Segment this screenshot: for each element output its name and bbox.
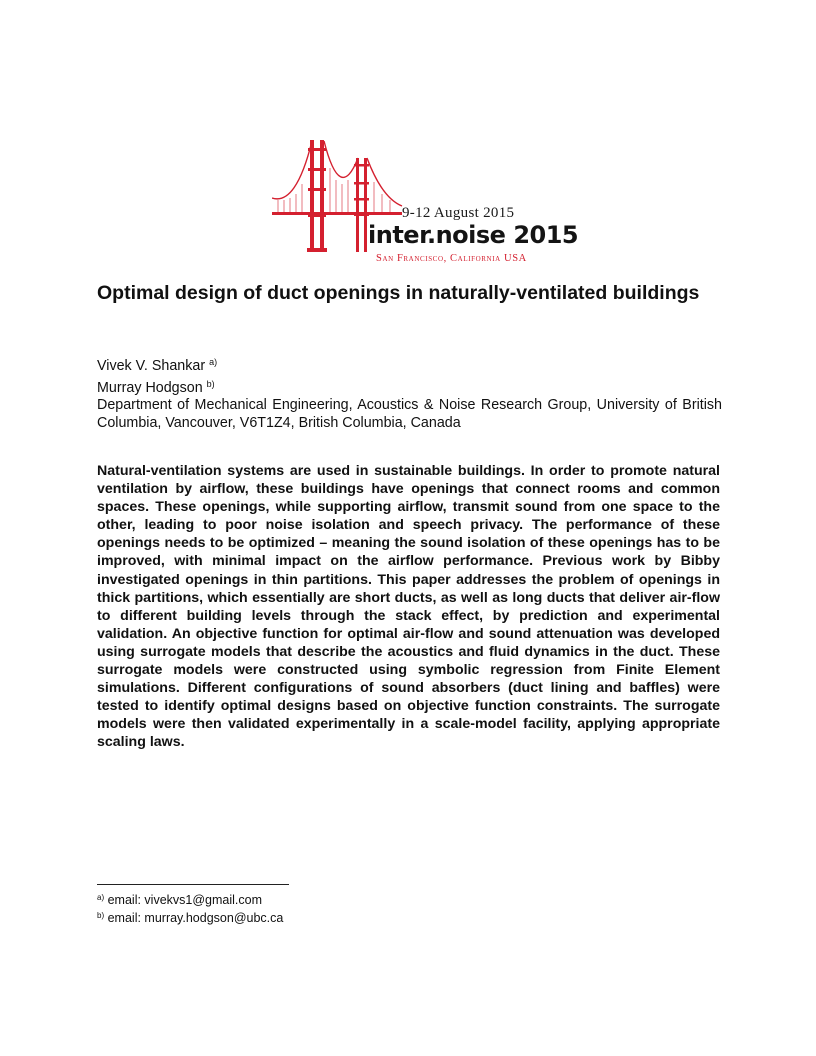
author-block: [97, 354, 722, 432]
author-name: Vivek V. Shankar: [97, 358, 206, 374]
author-mark: a): [209, 357, 218, 367]
conference-logo: [272, 128, 579, 268]
footnote-text: email: murray.hodgson@ubc.ca: [104, 911, 284, 925]
paper-title: Optimal design of duct openings in naturally-ventilated buildings: [97, 282, 700, 304]
footnote: [97, 908, 283, 926]
footnote-mark: b): [97, 911, 105, 920]
author-line: [97, 376, 722, 398]
author-mark: b): [206, 378, 215, 389]
footnote-rule: [97, 884, 289, 885]
logo-date: 9-12 August 2015: [402, 205, 515, 221]
footnote-text: email: vivekvs1@gmail.com: [104, 893, 262, 907]
affiliation: Department of Mechanical Engineering, Acoustics & Noise Research Group, University of British Columbia, Vancouver, V6T1Z4, British Columbia, Canada: [97, 397, 722, 431]
footnotes: [97, 890, 283, 926]
logo-name: inter.noise 2015: [368, 221, 579, 249]
logo-place: San Francisco, California USA: [376, 253, 527, 264]
footnote: [97, 890, 283, 908]
footnote-mark: a): [97, 893, 105, 902]
author-line: [97, 354, 722, 376]
abstract: Natural-ventilation systems are used in sustainable buildings. In order to promote natural ventilation by airflow, these buildings have openings that connect rooms and common spaces. These openings, while supporting airflow, transmit sound from one space to the other, leading to poor noise isolation and speech privacy. The performance of these openings needs to be optimized – meaning the sound isolation of these openings has to be improved, with minimal impact on the airflow performance. Previous work by Bibby investigated openings in thin partitions. This paper addresses the problem of openings in thick partitions, which essentially are short ducts, as well as long ducts that deliver air-flow to different building levels through the stack effect, by prediction and experimental validation. An objective function for optimal air-flow and sound attenuation was developed using surrogate models that describe the acoustics and fluid dynamics in the duct. These surrogate models were constructed using symbolic regression from Finite Element simulations. Different configurations of sound absorbers (duct lining and baffles) were tested to identify optimal designs based on objective function constraints. The surrogate models were then validated experimentally in a scale-model facility, applying appropriate scaling laws.: [97, 463, 720, 751]
author-name: Murray Hodgson: [97, 379, 203, 396]
